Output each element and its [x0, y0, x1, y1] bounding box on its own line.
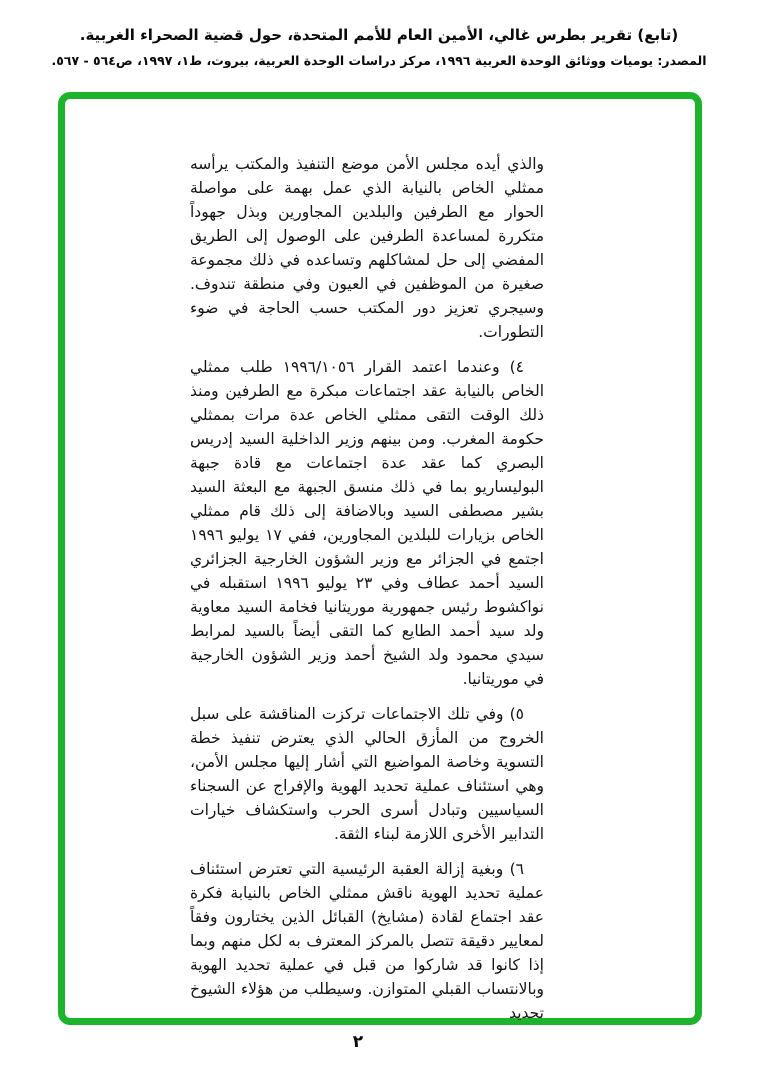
document-frame	[58, 92, 702, 1025]
header-title: (تابع) تقرير بطرس غالي، الأمين العام للأمم المتحدة، حول قضية الصحراء الغربية.	[79, 26, 679, 44]
paragraph-item-6: ٦) وبغية إزالة العقبة الرئيسية التي تعترض استئناف عملية تحديد الهوية ناقش ممثلي الخاص بالنيابة فكرة عقد اجتماع لقادة (مشايخ) القبائل الذين يختارون وفقاً لمعايير دقيقة تتصل بالمركز المعترف به لكل منهم وبما إذا كانوا قد شاركوا من قبل في عملية تحديد الهوية وبالانتساب القبلي المتوازن. وسيطلب من هؤلاء الشيوخ تحديد	[190, 860, 544, 1022]
page-footer	[0, 1032, 716, 1052]
paragraph-continuation: والذي أيده مجلس الأمن موضع التنفيذ والمكتب يرأسه ممثلي الخاص بالنيابة الذي عمل بهمة على مواصلة الحوار مع الطرفين والبلدين المجاورين وبذل جهوداً متكررة لمساعدة الطرفين على الوصول إلى الطريق المفضي إلى حل لمشاكلهم وتساعده في ذلك مجموعة صغيرة من الموظفين في العيون وفي منطقة تندوف. وسيجري تعزيز دور المكتب حسب الحاجة في ضوء التطورات.	[190, 155, 544, 341]
header-source: المصدر: يوميات ووثائق الوحدة العربية ١٩٩٦، مركز دراسات الوحدة العربية، بيروت، ط١، ١٩٩٧، ص٥٦٤ - ٥٦٧.	[51, 53, 707, 68]
document-header	[0, 22, 758, 71]
paragraph-item-4: ٤) وعندما اعتمد القرار ١٩٩٦/١٠٥٦ طلب ممثلي الخاص بالنيابة عقد اجتماعات مبكرة مع الطرفين ومنذ ذلك الوقت التقى ممثلي الخاص عدة مرات بممثلي حكومة المغرب. ومن بينهم وزير الداخلية السيد إدريس البصري كما عقد عدة اجتماعات مع قادة جبهة البوليساريو بما في ذلك منسق الجبهة مع البعثة السيد بشير مصطفى السيد وبالاضافة إلى ذلك قام ممثلي الخاص بزيارات للبلدين المجاورين، ففي ١٧ يوليو ١٩٩٦ اجتمع في الجزائر مع وزير الشؤون الخارجية الجزائري السيد أحمد عطاف وفي ٢٣ يوليو ١٩٩٦ استقبله في نواكشوط رئيس جمهورية موريتانيا فخامة السيد معاوية ولد سيد أحمد الطايع كما التقى أيضاً بالسيد لمرابط سيدي محمود ولد الشيخ أحمد وزير الشؤون الخارجية في موريتانيا.	[190, 358, 544, 688]
page-number: ٢	[352, 1032, 364, 1052]
paragraph-item-5: ٥) وفي تلك الاجتماعات تركزت المناقشة على سبل الخروج من المأزق الحالي الذي يعترض تنفيذ خطة التسوية وخاصة المواضيع التي أشار إليها مجلس الأمن، وهي استئناف عملية تحديد الهوية والإفراج عن السجناء السياسيين وتبادل أسرى الحرب واستكشاف خيارات التدابير الأخرى اللازمة لبناء الثقة.	[190, 705, 544, 843]
text-column	[190, 152, 544, 1036]
